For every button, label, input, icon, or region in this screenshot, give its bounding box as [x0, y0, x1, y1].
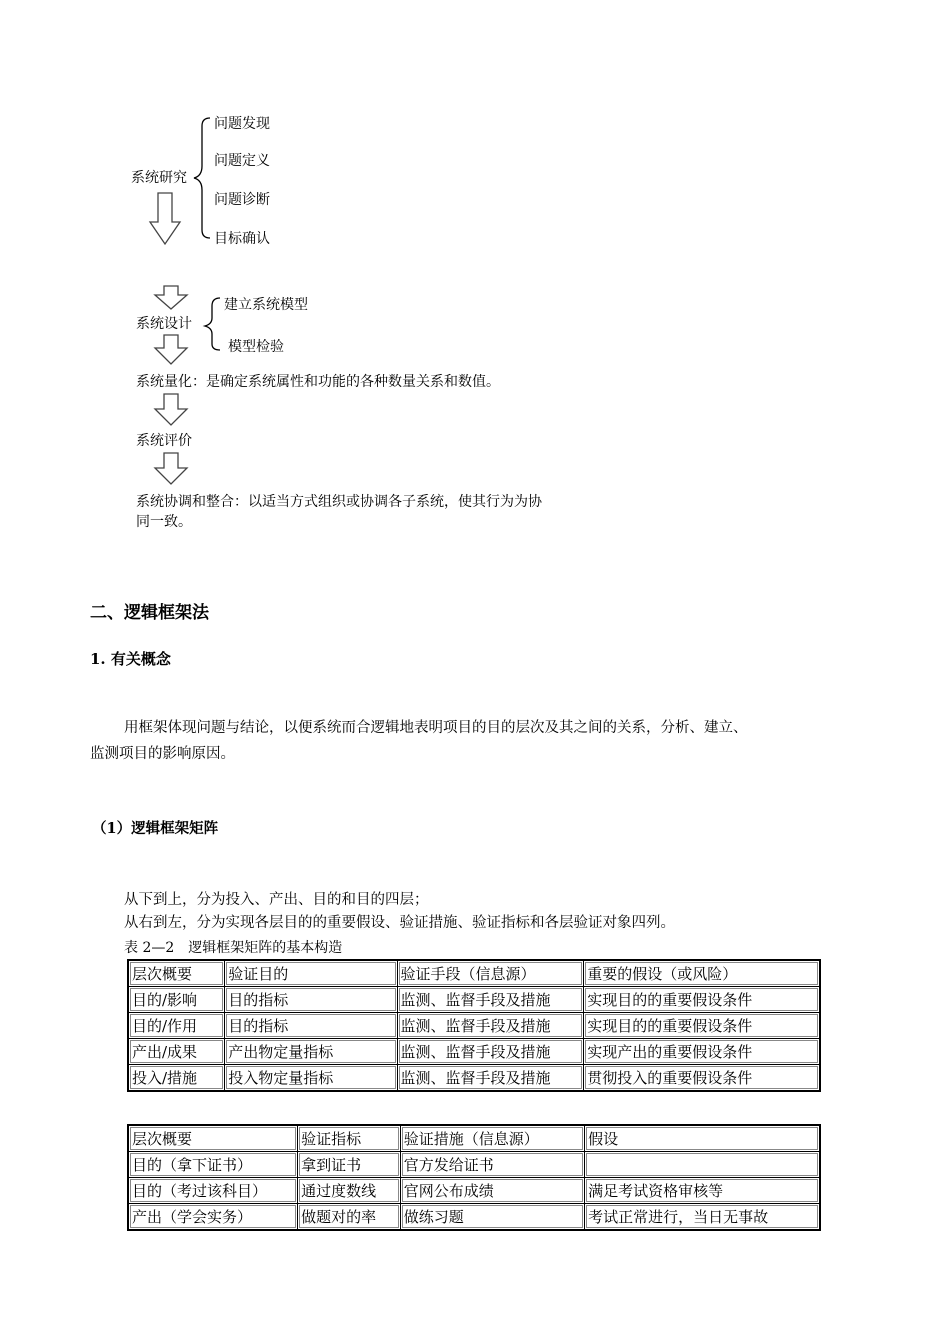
table-cell: 拿到证书 — [298, 1152, 401, 1178]
coordination-text: 同一致。 — [136, 514, 192, 530]
table-cell: 目的指标 — [225, 1013, 397, 1039]
down-arrow-icon — [153, 334, 189, 366]
table-cell: 监测、监督手段及措施 — [397, 1039, 584, 1065]
table-cell: 官方发给证书 — [400, 1152, 584, 1178]
table-cell: 考试正常进行，当日无事故 — [585, 1204, 820, 1231]
table-cell: 监测、监督手段及措施 — [397, 1065, 584, 1092]
intro-paragraph: 监测项目的影响原因。 — [90, 746, 235, 762]
table-row — [128, 1204, 820, 1231]
table-row — [128, 1013, 820, 1039]
table-header-cell: 验证目的 — [225, 960, 397, 987]
research-item: 问题诊断 — [214, 192, 270, 208]
subsection-title: 1. 有关概念 — [90, 650, 171, 668]
table-row — [128, 1152, 820, 1178]
table-caption: 表 2—2 逻辑框架矩阵的基本构造 — [124, 940, 343, 956]
design-item: 建立系统模型 — [224, 297, 308, 313]
table-cell: 通过度数线 — [298, 1178, 401, 1204]
table-cell: 做练习题 — [400, 1204, 584, 1231]
table-cell: 目的指标 — [225, 987, 397, 1013]
table-cell: 投入/措施 — [128, 1065, 225, 1092]
table-header-cell: 假设 — [585, 1125, 820, 1152]
table-row — [128, 1065, 820, 1092]
research-item: 问题定义 — [214, 153, 270, 169]
table-cell: 实现目的的重要假设条件 — [584, 987, 820, 1013]
system-design-label: 系统设计 — [136, 316, 192, 332]
table-header-row — [128, 1125, 820, 1152]
table-cell: 投入物定量指标 — [225, 1065, 397, 1092]
table-cell: 目的（拿下证书） — [128, 1152, 298, 1178]
table-header-cell: 重要的假设（或风险） — [584, 960, 820, 987]
table-cell: 产出物定量指标 — [225, 1039, 397, 1065]
research-item: 问题发现 — [214, 116, 270, 132]
brace-icon — [202, 294, 224, 354]
down-arrow-icon — [153, 285, 189, 311]
table-cell: 做题对的率 — [298, 1204, 401, 1231]
table-header-cell: 验证措施（信息源） — [400, 1125, 584, 1152]
table-cell: 监测、监督手段及措施 — [397, 1013, 584, 1039]
table-cell: 目的/影响 — [128, 987, 225, 1013]
table-cell — [585, 1152, 820, 1178]
description: 从下到上，分为投入、产出、目的和目的四层； — [124, 892, 429, 908]
down-arrow-icon — [153, 452, 189, 486]
evaluation-label: 系统评价 — [136, 433, 192, 449]
table-cell: 产出（学会实务） — [128, 1204, 298, 1231]
table-row — [128, 1039, 820, 1065]
table-header-cell: 验证指标 — [298, 1125, 401, 1152]
table-cell: 满足考试资格审核等 — [585, 1178, 820, 1204]
matrix-title: （1）逻辑框架矩阵 — [92, 820, 219, 837]
design-item: 模型检验 — [228, 339, 284, 355]
quantification-text: 系统量化：是确定系统属性和功能的各种数量关系和数值。 — [136, 374, 500, 390]
table-cell: 目的/作用 — [128, 1013, 225, 1039]
intro-paragraph: 用框架体现问题与结论，以便系统而合逻辑地表明项目的目的层次及其之间的关系，分析、建立、 — [124, 720, 748, 736]
logframe-table — [127, 959, 821, 1092]
table-cell: 官网公布成绩 — [400, 1178, 584, 1204]
table-cell: 实现目的的重要假设条件 — [584, 1013, 820, 1039]
research-item: 目标确认 — [214, 231, 270, 247]
example-table — [127, 1124, 821, 1231]
coordination-text: 系统协调和整合：以适当方式组织或协调各子系统，使其行为为协 — [136, 494, 542, 510]
table-header-cell: 验证手段（信息源） — [397, 960, 584, 987]
brace-icon — [190, 112, 214, 242]
table-cell: 实现产出的重要假设条件 — [584, 1039, 820, 1065]
description: 从右到左，分为实现各层目的的重要假设、验证措施、验证指标和各层验证对象四列。 — [124, 915, 675, 931]
table-cell: 贯彻投入的重要假设条件 — [584, 1065, 820, 1092]
down-arrow-icon — [148, 192, 182, 246]
section-title: 二、逻辑框架法 — [90, 603, 209, 623]
table-header-cell: 层次概要 — [128, 960, 225, 987]
table-header-row — [128, 960, 820, 987]
down-arrow-icon — [153, 393, 189, 427]
system-research-label: 系统研究 — [131, 170, 187, 186]
table-cell: 监测、监督手段及措施 — [397, 987, 584, 1013]
table-header-cell: 层次概要 — [128, 1125, 298, 1152]
table-cell: 目的（考过该科目） — [128, 1178, 298, 1204]
table-row — [128, 987, 820, 1013]
table-cell: 产出/成果 — [128, 1039, 225, 1065]
table-row — [128, 1178, 820, 1204]
